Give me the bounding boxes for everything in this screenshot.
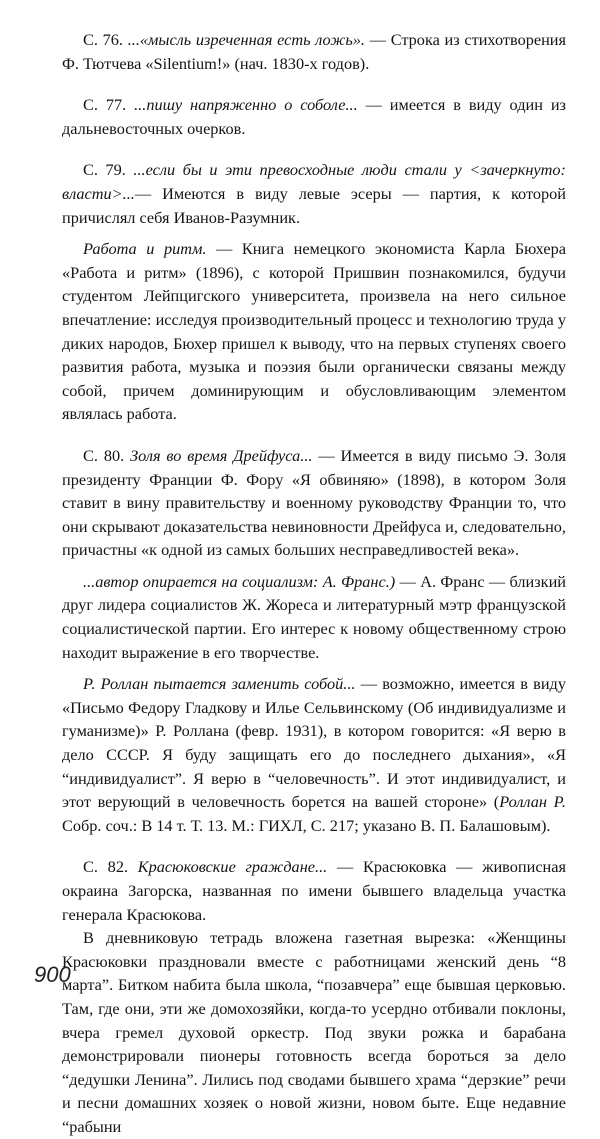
note-cite-author: Роллан Р.	[499, 792, 566, 812]
note-p79	[62, 158, 566, 229]
note-text: — Книга немецкого экономиста Карла Бюхера «Работа и ритм» (1896), с которой Пришвин познакомился, будучи студентом Лейпцигского университета, произвела на него сильное впечатление: исследуя производительный процесс и технологию труда у диких народов, Бюхер пришел к выводу, что на первых ступенях своего развития работа, музыка и поэзия были органически связаны между собой, причем доминирующим и обусловливающим элементом являлась работа.	[62, 239, 566, 424]
note-quote: Р. Роллан пытается заменить собой...	[83, 674, 356, 694]
commentary-page	[62, 28, 566, 1139]
note-text: — Строка из стихотворения Ф. Тютчева «Silentium!» (нач. 1830-х годов).	[62, 30, 566, 73]
note-text: — возможно, имеется в виду «Письмо Федору Гладкову и Илье Сельвинскому (Об индивидуализме и гуманизме)» Р. Роллана (февр. 1931), в котором говорится: «Я верю в дело СССР. Я буду защищать его до последнего дыхания», «Я “индивидуалист”. Я верю в “человечность”. И этот индивидуалист, и этот верующий в человечность борется на вашей стороне» (	[62, 674, 566, 812]
note-lead: С. 77.	[83, 95, 135, 115]
note-lead: С. 80.	[83, 445, 131, 465]
note-text: — Красюковка — живописная окраина Загорска, названная по имени бывшего владельца участка генерала Красюкова.	[62, 857, 566, 924]
note-lead: С. 76.	[83, 30, 128, 49]
note-p76	[62, 28, 566, 75]
note-rolland	[62, 672, 566, 837]
note-quote: Золя во время Дрейфуса...	[130, 445, 313, 465]
note-lead: С. 82.	[83, 857, 138, 877]
note-lead: С. 79.	[83, 160, 134, 180]
note-cite-rest: Собр. соч.: В 14 т. Т. 13. М.: ГИХЛ, С. 217; указано В. П. Балашовым).	[62, 815, 551, 835]
note-quote: Работа и ритм.	[83, 239, 207, 259]
note-work-rhythm	[62, 237, 566, 426]
note-quote: ...«мысль изреченная есть ложь».	[127, 30, 366, 49]
note-newspaper-clipping	[62, 926, 566, 1138]
note-quote: Красюковские граждане...	[137, 857, 328, 877]
note-text: — имеется в виду один из дальневосточных очерков.	[62, 95, 566, 138]
note-quote: ...пишу напряженно о соболе...	[134, 95, 358, 115]
note-p82	[62, 855, 566, 926]
note-text: В дневниковую тетрадь вложена газетная вырезка: «Женщины Красюковки праздновали вместе с работницами женский день “8 марта”. Битком набита была школа, “позавчера” еще бывшая церковью. Там, где они, эти же домохозяйки, когда-то усердно отбивали поклоны, вчера гремел духовой оркестр. Под звуки рожка и барабана демонстрировали пионеры готовность всегда бороться за дело “дедушки Ленина”. Лились под сводами бывшего храма “дерзкие” речи и песни домашних хозяек о новой жизни, новом быте. Еще недавние “рабыни	[62, 928, 566, 1136]
note-france	[62, 570, 566, 664]
note-quote: ...если бы и эти превосходные люди стали у <зачеркнуто: власти>...	[62, 160, 566, 203]
note-text: — Имеются в виду левые эсеры — партия, к которой причислял себя Иванов-Разумник.	[62, 183, 566, 227]
note-p80	[62, 444, 566, 562]
page-number: 900	[34, 962, 71, 987]
note-text: — Имеется в виду письмо Э. Золя президенту Франции Ф. Фору «Я обвиняю» (1898), в котором Золя ставит в вину правительству и военному руководству Франции то, что они скрывают доказательства невиновности Дрейфуса и, следовательно, причастны «к одной из самых больших несправедливостей века».	[62, 445, 566, 560]
note-quote: ...автор опирается на социализм: А. Франс.)	[83, 571, 396, 591]
note-text: — А. Франс — близкий друг лидера социалистов Ж. Жореса и литературный мэтр французской социалистической партии. Его интерес к новому общественному строю находит выражение в его творчестве.	[62, 571, 566, 662]
note-p77	[62, 93, 566, 140]
